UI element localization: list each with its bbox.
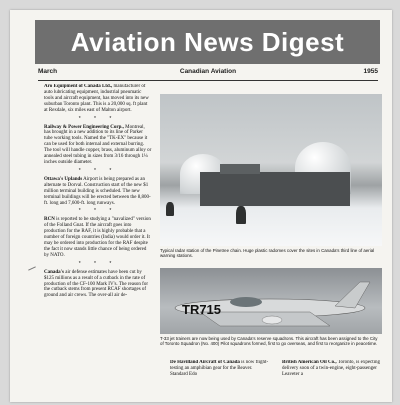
news-item-lead: Canada's bbox=[44, 269, 65, 275]
news-item-body: Montreal, has brought in a new addition to its line of Parker tube working tools. Named the "TK-EX" because it can be used for both internal and external burring. The tool will handle copper, brass, aluminum alloy or annealed steel tubing in sizes from 3/16 through 1¼ inches outside diameter. bbox=[44, 124, 152, 165]
news-item-body: air defense estimates have been cut by $125 millions as a result of a cutback in the rate of production of the CF-100 Mark IV's. The reason for the cutback stems from present RCAF shortages of ground and air crews. The over-all air de- bbox=[44, 269, 148, 299]
photo-caption: T-33 jet trainers are now being used by Canada's reserve squadrons. This aircraft has been assigned to the City of Toronto Squadron (No. 400) Pilot squadrons formed, first to go overseas, and first to reorganize in peacetime. bbox=[160, 336, 378, 347]
separator-stars: * * * bbox=[78, 208, 118, 215]
publication-name: Canadian Aviation bbox=[179, 68, 237, 75]
separator-stars: * * * bbox=[78, 260, 118, 267]
news-item bbox=[44, 84, 152, 114]
masthead-banner bbox=[35, 20, 380, 64]
issue-month: March bbox=[38, 68, 58, 75]
news-item-lead: Railway & Power Engineering Corp., bbox=[44, 124, 124, 130]
masthead-title: Aviation News Digest bbox=[70, 26, 345, 57]
jet-trainer-photo bbox=[160, 268, 382, 334]
news-item bbox=[170, 360, 270, 378]
issue-info-bar bbox=[38, 68, 378, 81]
bottom-news-column bbox=[170, 360, 270, 405]
news-item-lead: Aro Equipment of Canada Ltd., bbox=[44, 84, 113, 89]
margin-mark bbox=[28, 266, 36, 270]
news-item-lead: British American Oil Co., bbox=[282, 360, 337, 365]
tree bbox=[236, 206, 246, 224]
tree bbox=[166, 202, 174, 216]
station-building bbox=[220, 164, 260, 174]
news-item-body: is now flight-testing an amphibian gear for the Beaver. Standard Edo bbox=[170, 360, 269, 377]
news-item bbox=[282, 360, 382, 378]
separator-stars: * * * bbox=[78, 167, 118, 174]
issue-year: 1955 bbox=[363, 68, 378, 75]
left-news-column bbox=[44, 84, 152, 402]
radar-station-photo bbox=[160, 94, 382, 246]
news-item-lead: Ottawa's Uplands bbox=[44, 176, 83, 182]
news-item bbox=[44, 177, 152, 207]
news-item bbox=[44, 270, 152, 300]
separator-stars: * * * bbox=[78, 115, 118, 122]
tail-code-text: TR715 bbox=[182, 302, 222, 317]
news-item bbox=[44, 125, 152, 166]
jet-aircraft-illustration bbox=[160, 268, 382, 334]
news-item-lead: RCN bbox=[44, 217, 55, 223]
news-item-body: is reported to be studying a "navalized" version of the Folland Gnat. If the aircraft goes into production for the RAF, it is highly probable that a number of foreign countries (India) would order it. It may be ordered into production for the RAF despite the fact it now stands little chance of being ordered by NATO. bbox=[44, 217, 151, 258]
news-item bbox=[44, 217, 152, 258]
news-item-lead: De Havilland Aircraft of Canada bbox=[170, 360, 240, 365]
page bbox=[10, 10, 392, 402]
news-item-body: Toronto, is expecting delivery soon of a twin-engine, eight-passenger Leaveter a bbox=[282, 360, 381, 377]
bottom-news-column bbox=[282, 360, 382, 405]
news-item-body: Airport is being prepared as an alternate to Dorval. Construction start of the new $1 million terminal building is scheduled. The new terminal buildings will be erected between the 8,800-ft. long and 7,600-ft. long runways. bbox=[44, 176, 151, 206]
station-building bbox=[200, 172, 350, 206]
news-item-body: manufacturer of auto lubricating equipment, industrial pneumatic tools and aircraft equipment, has moved into its new suburban Toronto plant. This is a 20,000 sq. ft plant at Rexdale, six miles east of Malton airport. bbox=[44, 84, 149, 113]
photo-caption: Typical radar station of the Pinetree chain. Huge plastic radomes cover the sites in Canada's third line of aerial warning stations. bbox=[160, 248, 375, 259]
